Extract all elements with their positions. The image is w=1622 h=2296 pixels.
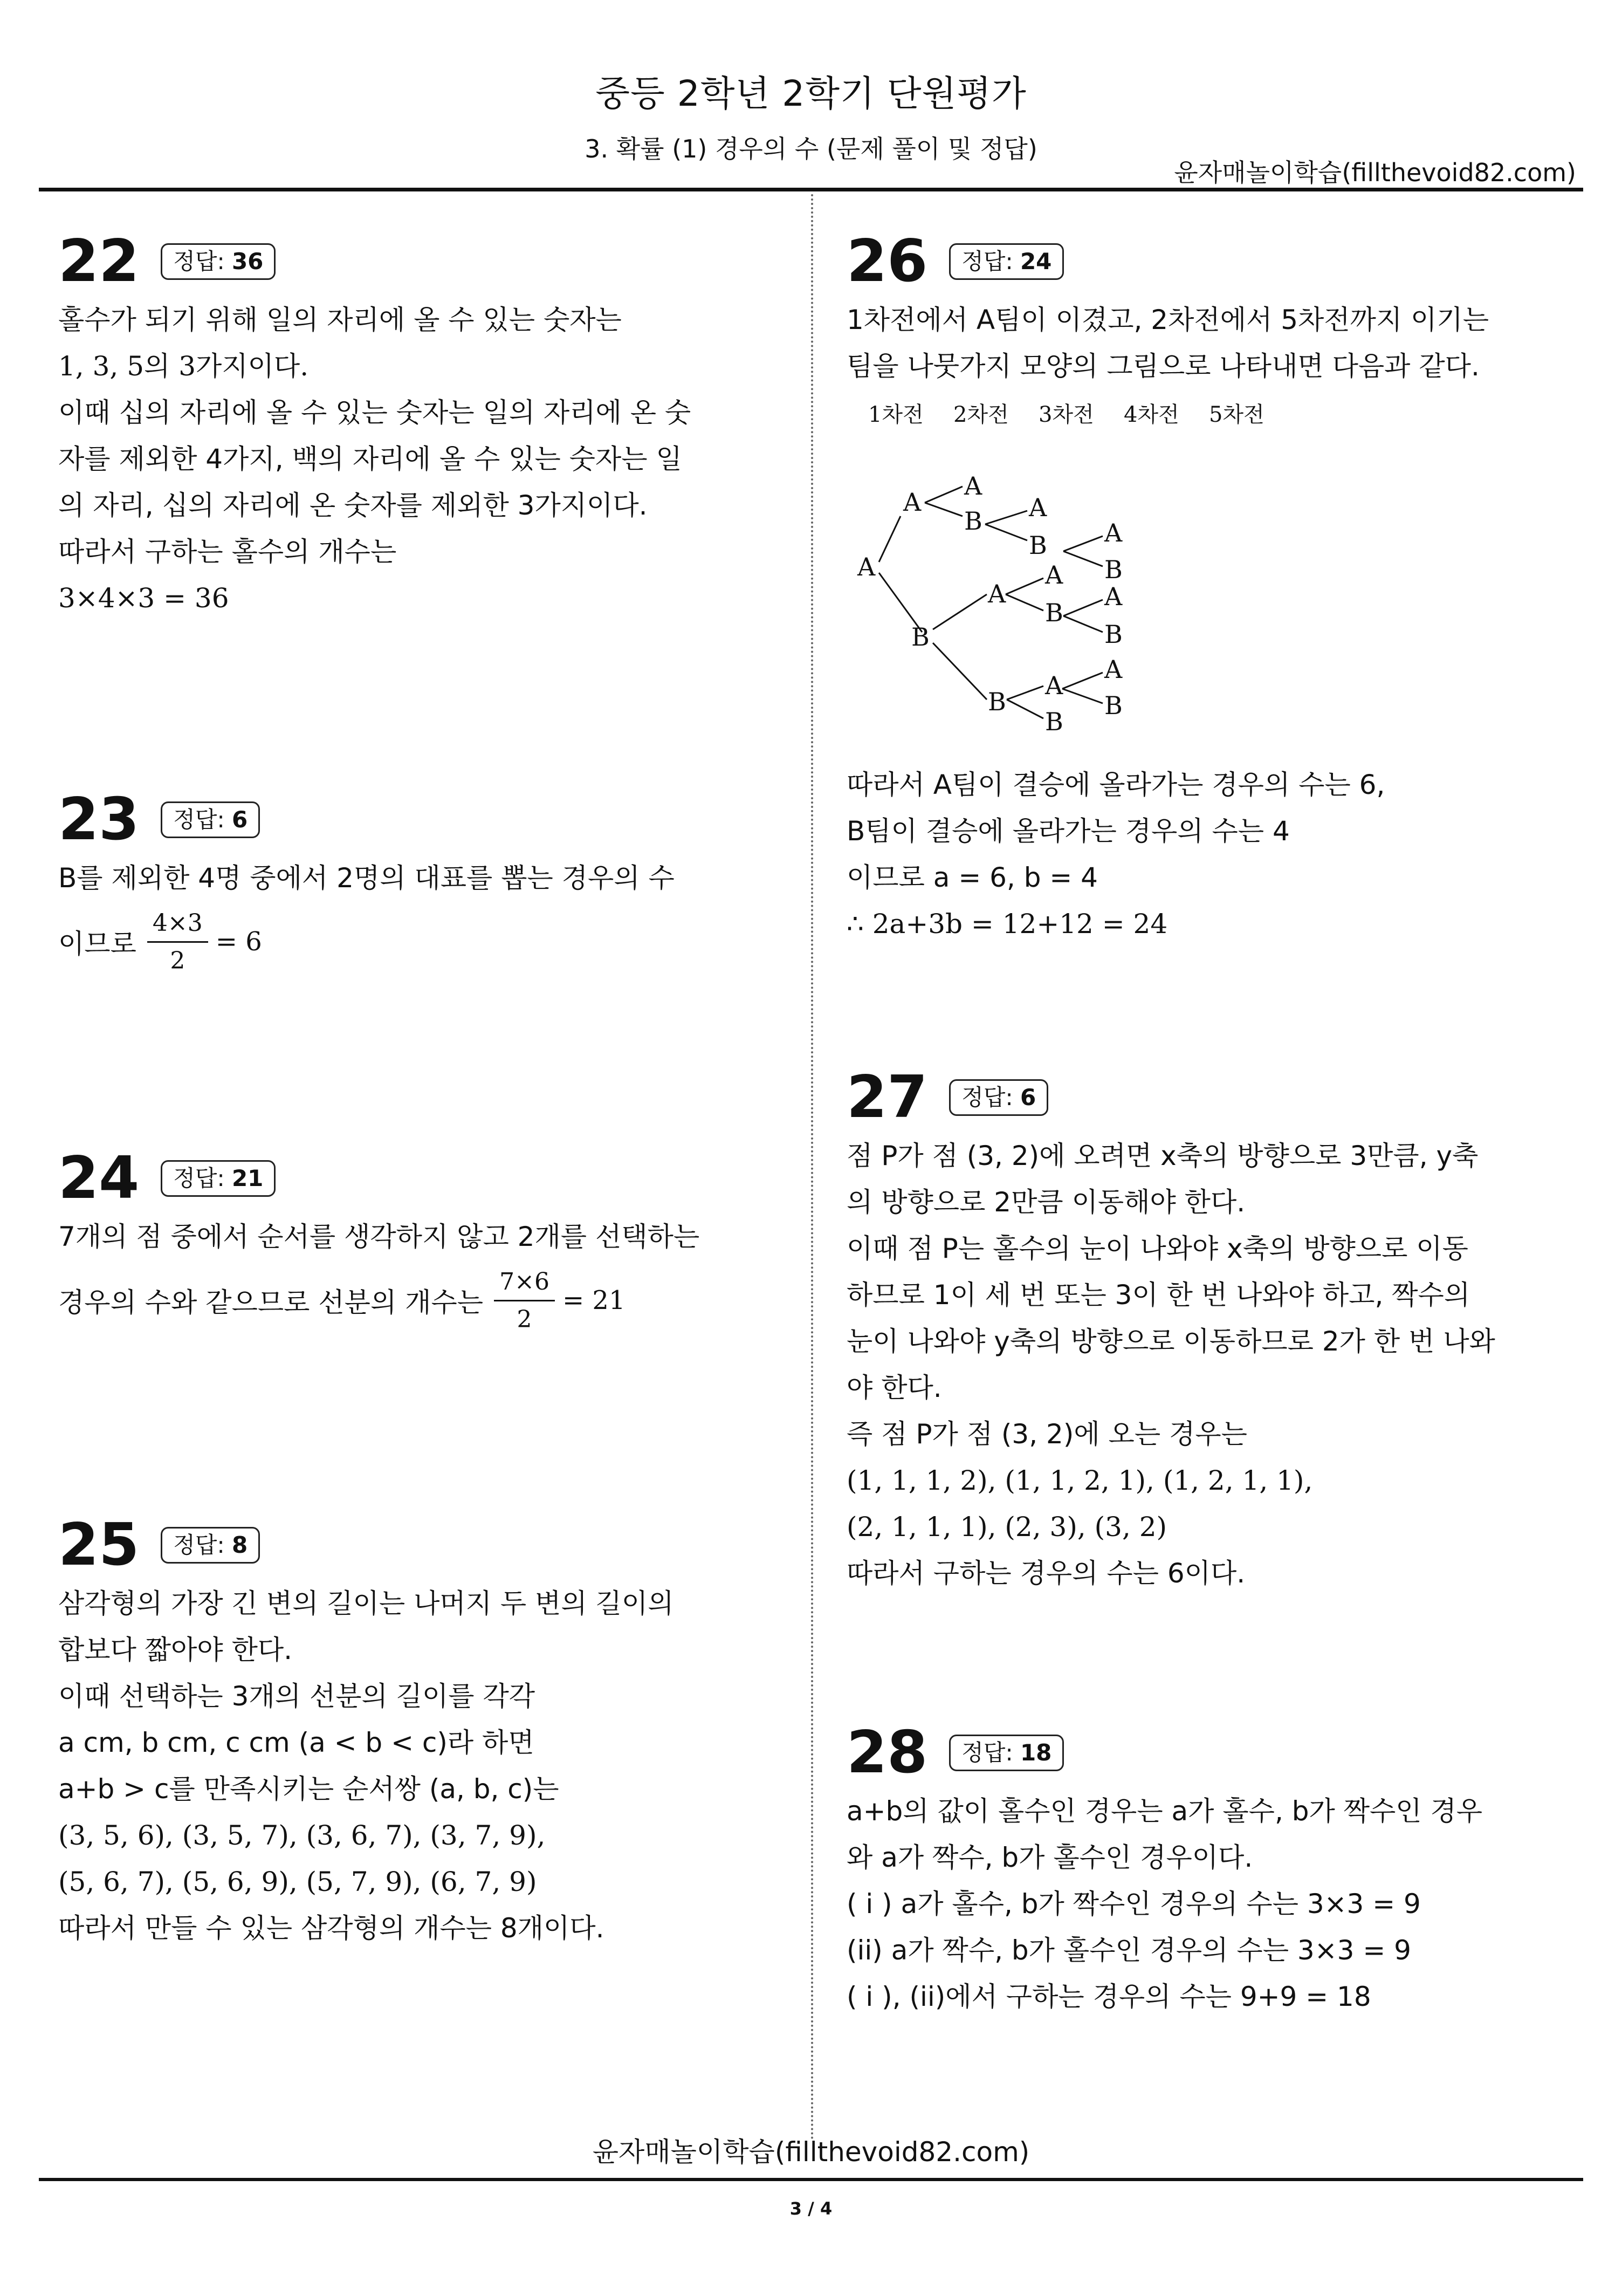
tree-node: B (1104, 555, 1123, 584)
footer-brand: 윤자매놀이학습(fillthevoid82.com) (592, 2136, 1030, 2168)
answer-value: 21 (231, 1164, 264, 1191)
fraction-denominator: 2 (517, 1305, 532, 1333)
answer-value: 8 (231, 1531, 248, 1558)
problem-25 (58, 1510, 786, 1951)
tree-header: 1차전 (868, 402, 924, 427)
tree-node: A (1029, 493, 1047, 522)
solution-line: 이때 십의 자리에 올 수 있는 숫자는 일의 자리에 온 숫 (58, 397, 691, 428)
problem-26 (847, 227, 1575, 947)
problem-22 (58, 227, 786, 621)
answer-label: 정답: (173, 1164, 232, 1191)
problem-24 (58, 1143, 786, 1341)
solution-line: (1, 1, 1, 2), (1, 1, 2, 1), (1, 2, 1, 1), (847, 1465, 1313, 1496)
solution-line: 따라서 A팀이 결승에 올라가는 경우의 수는 6, (847, 769, 1385, 800)
header-rule (39, 188, 1583, 191)
answer-label: 정답: (961, 248, 1020, 275)
solution-line: (ii) a가 짝수, b가 홀수인 경우의 수는 3×3 = 9 (847, 1935, 1411, 1966)
solution-line: 따라서 구하는 경우의 수는 6이다. (847, 1558, 1246, 1589)
tree-node: B (1104, 691, 1123, 720)
page-number: 3 / 4 (789, 2198, 833, 2219)
tree-node: A (1045, 560, 1063, 590)
answer-badge (949, 1079, 1048, 1116)
solution-line: 이때 점 P는 홀수의 눈이 나와야 x축의 방향으로 이동 (847, 1233, 1468, 1264)
fraction-numerator: 4×3 (147, 909, 208, 943)
solution-line: 의 방향으로 2만큼 이동해야 한다. (847, 1187, 1246, 1218)
problem-number: 27 (847, 1064, 928, 1131)
solution-line: 1차전에서 A팀이 이겼고, 2차전에서 5차전까지 이기는 (847, 304, 1489, 335)
solution-line: ( i ) a가 홀수, b가 짝수인 경우의 수는 3×3 = 9 (847, 1888, 1421, 1920)
solution-line: (5, 6, 7), (5, 6, 9), (5, 7, 9), (6, 7, 9) (58, 1866, 537, 1897)
footer-rule (39, 2178, 1583, 2181)
answer-value: 6 (1020, 1084, 1036, 1111)
problem-28 (847, 1718, 1575, 2020)
tree-node: A (988, 579, 1006, 608)
fraction-prefix: 경우의 수와 같으므로 선분의 개수는 (58, 1287, 484, 1318)
tree-node: B (1029, 531, 1047, 560)
solution-line: a+b의 값이 홀수인 경우는 a가 홀수, b가 짝수인 경우 (847, 1795, 1483, 1827)
fraction-denominator: 2 (170, 947, 185, 975)
answer-badge (161, 1160, 276, 1197)
solution-line: ( i ), (ii)에서 구하는 경우의 수는 9+9 = 18 (847, 1981, 1371, 2012)
answer-label: 정답: (961, 1084, 1020, 1111)
problem-number: 25 (58, 1511, 140, 1579)
solution-line: 팀을 나뭇가지 모양의 그림으로 나타내면 다음과 같다. (847, 351, 1480, 382)
page-title: 중등 2학년 2학기 단원평가 (595, 73, 1027, 114)
solution-line: 삼각형의 가장 긴 변의 길이는 나머지 두 변의 길이의 (58, 1588, 674, 1619)
answer-label: 정답: (961, 1739, 1020, 1766)
tree-node: B (988, 687, 1006, 716)
solution-line: 와 a가 짝수, b가 홀수인 경우이다. (847, 1842, 1253, 1873)
solution-line: 이므로 a = 6, b = 4 (847, 862, 1098, 893)
answer-badge (949, 243, 1064, 280)
answer-value: 18 (1020, 1739, 1052, 1766)
problem-number: 28 (847, 1719, 928, 1786)
tree-node: B (911, 622, 930, 652)
answer-badge (161, 1527, 260, 1564)
solution-line: ∴ 2a+3b = 12+12 = 24 (847, 908, 1168, 940)
problem-number: 22 (58, 228, 140, 295)
solution-line: 3×4×3 = 36 (58, 582, 229, 614)
tree-node: B (1045, 707, 1063, 736)
fraction (147, 909, 208, 975)
solution-line: 따라서 만들 수 있는 삼각형의 개수는 8개이다. (58, 1913, 604, 1944)
answer-label: 정답: (173, 806, 232, 833)
problem-number: 23 (58, 786, 140, 853)
tree-node: A (1045, 671, 1063, 700)
solution-line: 따라서 구하는 홀수의 개수는 (58, 536, 397, 567)
tree-node: B (964, 506, 982, 536)
answer-label: 정답: (173, 1531, 232, 1558)
tree-node: A (903, 488, 922, 517)
solution-line: (2, 1, 1, 1), (2, 3), (3, 2) (847, 1511, 1167, 1543)
answer-value: 36 (231, 248, 264, 275)
tree-node: B (1104, 620, 1123, 649)
tree-header: 2차전 (953, 402, 1009, 427)
problem-27 (847, 1063, 1575, 1596)
header-brand: 윤자매놀이학습(fillthevoid82.com) (1174, 158, 1576, 187)
problem-23 (58, 785, 786, 982)
solution-line: (3, 5, 6), (3, 5, 7), (3, 6, 7), (3, 7, 9), (58, 1820, 546, 1851)
problem-number: 24 (58, 1144, 140, 1212)
tree-header: 5차전 (1209, 402, 1264, 427)
solution-line: a+b > c를 만족시키는 순서쌍 (a, b, c)는 (58, 1773, 559, 1805)
fraction-numerator: 7×6 (494, 1268, 555, 1301)
fraction-line (58, 1260, 786, 1341)
solution-line: a cm, b cm, c cm (a < b < c)라 하면 (58, 1727, 534, 1758)
fraction-result: = 21 (562, 1285, 626, 1315)
page-subtitle: 3. 확률 (1) 경우의 수 (문제 풀이 및 정답) (585, 134, 1037, 163)
tree-header: 4차전 (1124, 402, 1179, 427)
answer-badge (161, 243, 276, 280)
answer-badge (949, 1735, 1064, 1771)
solution-line: B를 제외한 4명 중에서 2명의 대표를 뽑는 경우의 수 (58, 862, 675, 894)
fraction-line (58, 901, 786, 982)
solution-line: B팀이 결승에 올라가는 경우의 수는 4 (847, 815, 1290, 847)
fraction (494, 1268, 555, 1333)
solution-line: 이때 선택하는 3개의 선분의 길이를 각각 (58, 1681, 535, 1712)
answer-label: 정답: (173, 248, 232, 275)
solution-line: 자를 제외한 4가지, 백의 자리에 올 수 있는 숫자는 일 (58, 443, 682, 475)
tree-node: A (857, 552, 876, 581)
solution-line: 야 한다. (847, 1372, 942, 1403)
answer-value: 6 (231, 806, 248, 833)
solution-line: 합보다 짧아야 한다. (58, 1634, 293, 1666)
problem-number: 26 (847, 228, 928, 295)
answer-value: 24 (1020, 248, 1052, 275)
solution-line: 점 P가 점 (3, 2)에 오려면 x축의 방향으로 3만큼, y축 (847, 1140, 1479, 1171)
tree-node: A (1104, 518, 1123, 547)
solution-line: 1, 3, 5의 3가지이다. (58, 351, 309, 382)
fraction-prefix: 이므로 (58, 928, 136, 959)
solution-line: 즉 점 P가 점 (3, 2)에 오는 경우는 (847, 1418, 1247, 1450)
tree-diagram (847, 395, 1289, 762)
tree-node: B (1045, 598, 1063, 627)
fraction-result: = 6 (215, 927, 262, 957)
solution-line: 의 자리, 십의 자리에 온 숫자를 제외한 3가지이다. (58, 490, 648, 521)
answer-badge (161, 801, 260, 838)
solution-line: 하므로 1이 세 번 또는 3이 한 번 나와야 하고, 짝수의 (847, 1279, 1470, 1311)
tree-node: A (1104, 655, 1123, 684)
tree-node: A (964, 471, 982, 501)
solution-line: 눈이 나와야 y축의 방향으로 이동하므로 2가 한 번 나와 (847, 1326, 1495, 1357)
column-divider (811, 194, 813, 2141)
tree-header: 3차전 (1039, 402, 1094, 427)
solution-line: 7개의 점 중에서 순서를 생각하지 않고 2개를 선택하는 (58, 1221, 700, 1252)
solution-line: 홀수가 되기 위해 일의 자리에 올 수 있는 숫자는 (58, 304, 622, 335)
tree-node: A (1104, 582, 1123, 611)
